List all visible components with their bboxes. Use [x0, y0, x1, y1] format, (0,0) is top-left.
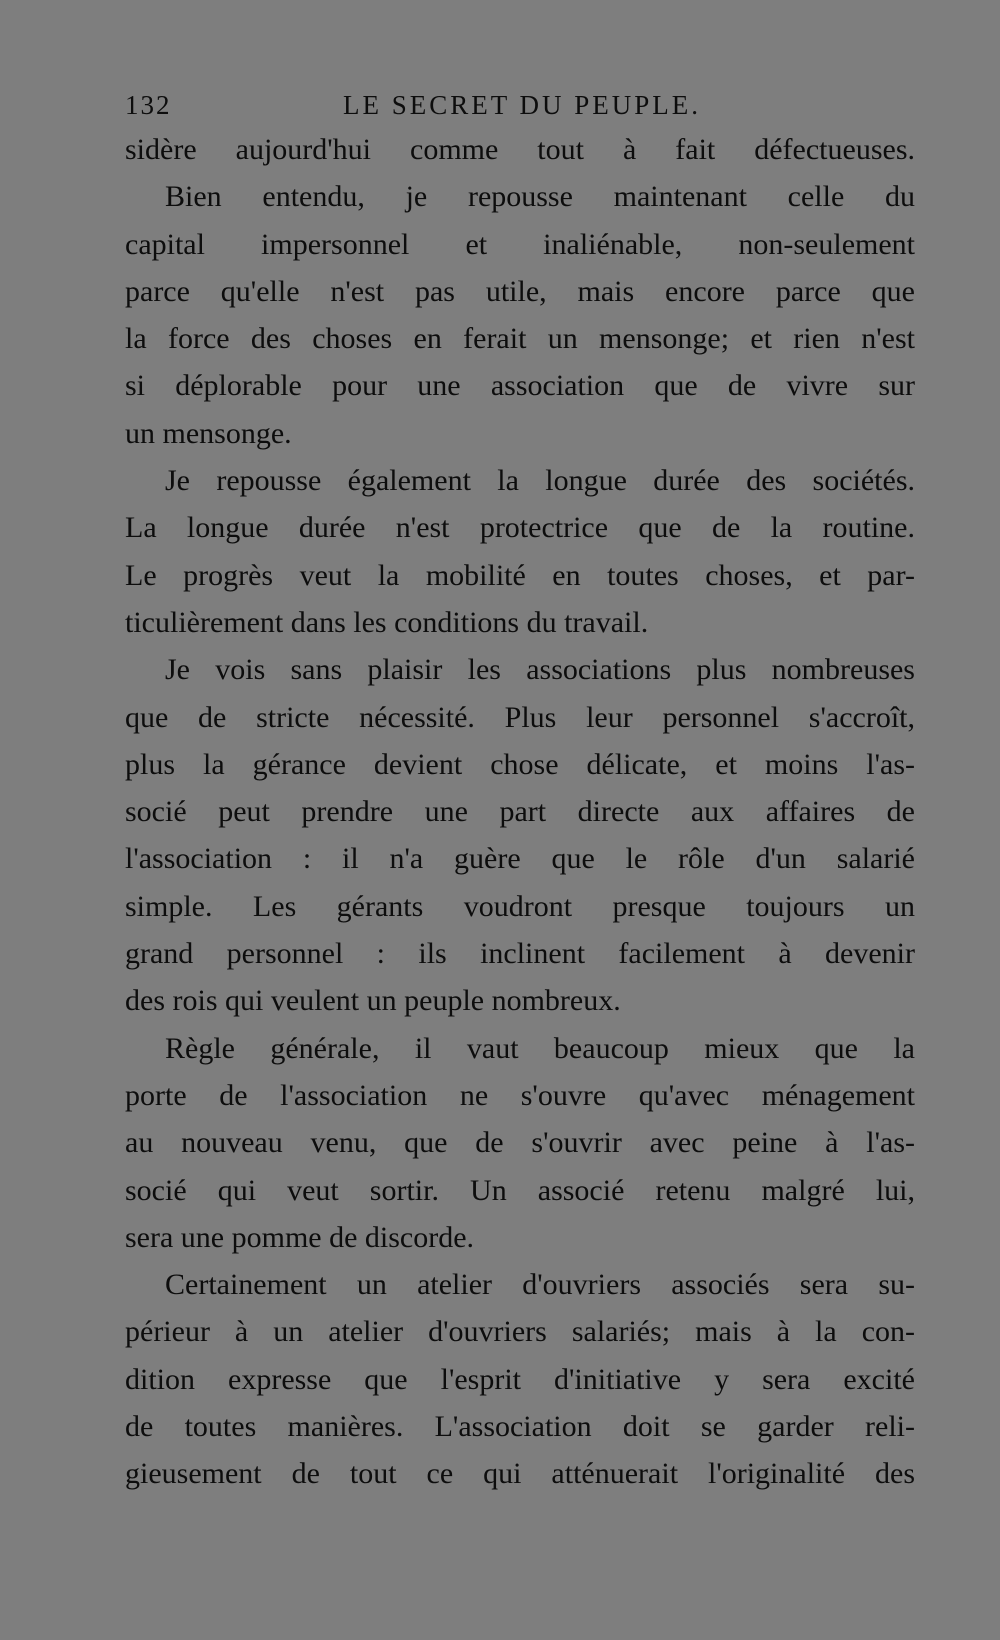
text-line: parce qu'elle n'est pas utile, mais encore parce que [125, 274, 915, 308]
text-line: sera une pomme de discorde. [125, 1220, 475, 1254]
text-line: un mensonge. [125, 416, 292, 450]
text-line: Règle générale, il vaut beaucoup mieux que la [165, 1031, 915, 1065]
text-line: périeur à un atelier d'ouvriers salariés; mais à la con- [125, 1315, 915, 1349]
running-title: LE SECRET DU PEUPLE. [343, 90, 702, 120]
text-line: socié peut prendre une part directe aux affaires de [125, 795, 915, 829]
text-line: gieusement de tout ce qui atténuerait l'originalité des [125, 1457, 915, 1491]
text-line: que de stricte nécessité. Plus leur personnel s'accroît, [125, 700, 915, 734]
text-line: de toutes manières. L'association doit se garder reli- [125, 1410, 915, 1444]
text-line: Certainement un atelier d'ouvriers associés sera su- [165, 1268, 915, 1302]
text-line: La longue durée n'est protectrice que de la routine. [125, 511, 915, 545]
text-line: Bien entendu, je repousse maintenant celle du [165, 180, 915, 214]
text-line: la force des choses en ferait un mensonge; et rien n'est [125, 322, 915, 356]
text-line: porte de l'association ne s'ouvre qu'avec ménagement [125, 1078, 915, 1112]
text-line: Je vois sans plaisir les associations plus nombreuses [165, 653, 915, 687]
text-line: simple. Les gérants voudront presque toujours un [125, 889, 915, 923]
body-text [125, 126, 915, 1498]
text-line: Le progrès veut la mobilité en toutes choses, et par- [125, 558, 915, 592]
text-line: si déplorable pour une association que de vivre sur [125, 369, 915, 403]
text-line: des rois qui veulent un peuple nombreux. [125, 984, 621, 1018]
text-line: capital impersonnel et inaliénable, non-seulement [125, 227, 915, 261]
text-line: socié qui veut sortir. Un associé retenu malgré lui, [125, 1173, 915, 1207]
page-number: 132 [125, 90, 172, 120]
text-line: dition expresse que l'esprit d'initiative y sera excité [125, 1362, 915, 1396]
text-line: Je repousse également la longue durée des sociétés. [165, 464, 915, 498]
text-line: au nouveau venu, que de s'ouvrir avec peine à l'as- [125, 1126, 915, 1160]
text-line: grand personnel : ils inclinent facilement à devenir [125, 937, 915, 971]
text-line: sidère aujourd'hui comme tout à fait défectueuses. [125, 133, 915, 166]
book-page [125, 86, 915, 1498]
text-line: l'association : il n'a guère que le rôle d'un salarié [125, 842, 915, 876]
text-line: plus la gérance devient chose délicate, et moins l'as- [125, 747, 915, 781]
running-head [125, 86, 915, 126]
text-line: ticulièrement dans les conditions du travail. [125, 605, 649, 639]
